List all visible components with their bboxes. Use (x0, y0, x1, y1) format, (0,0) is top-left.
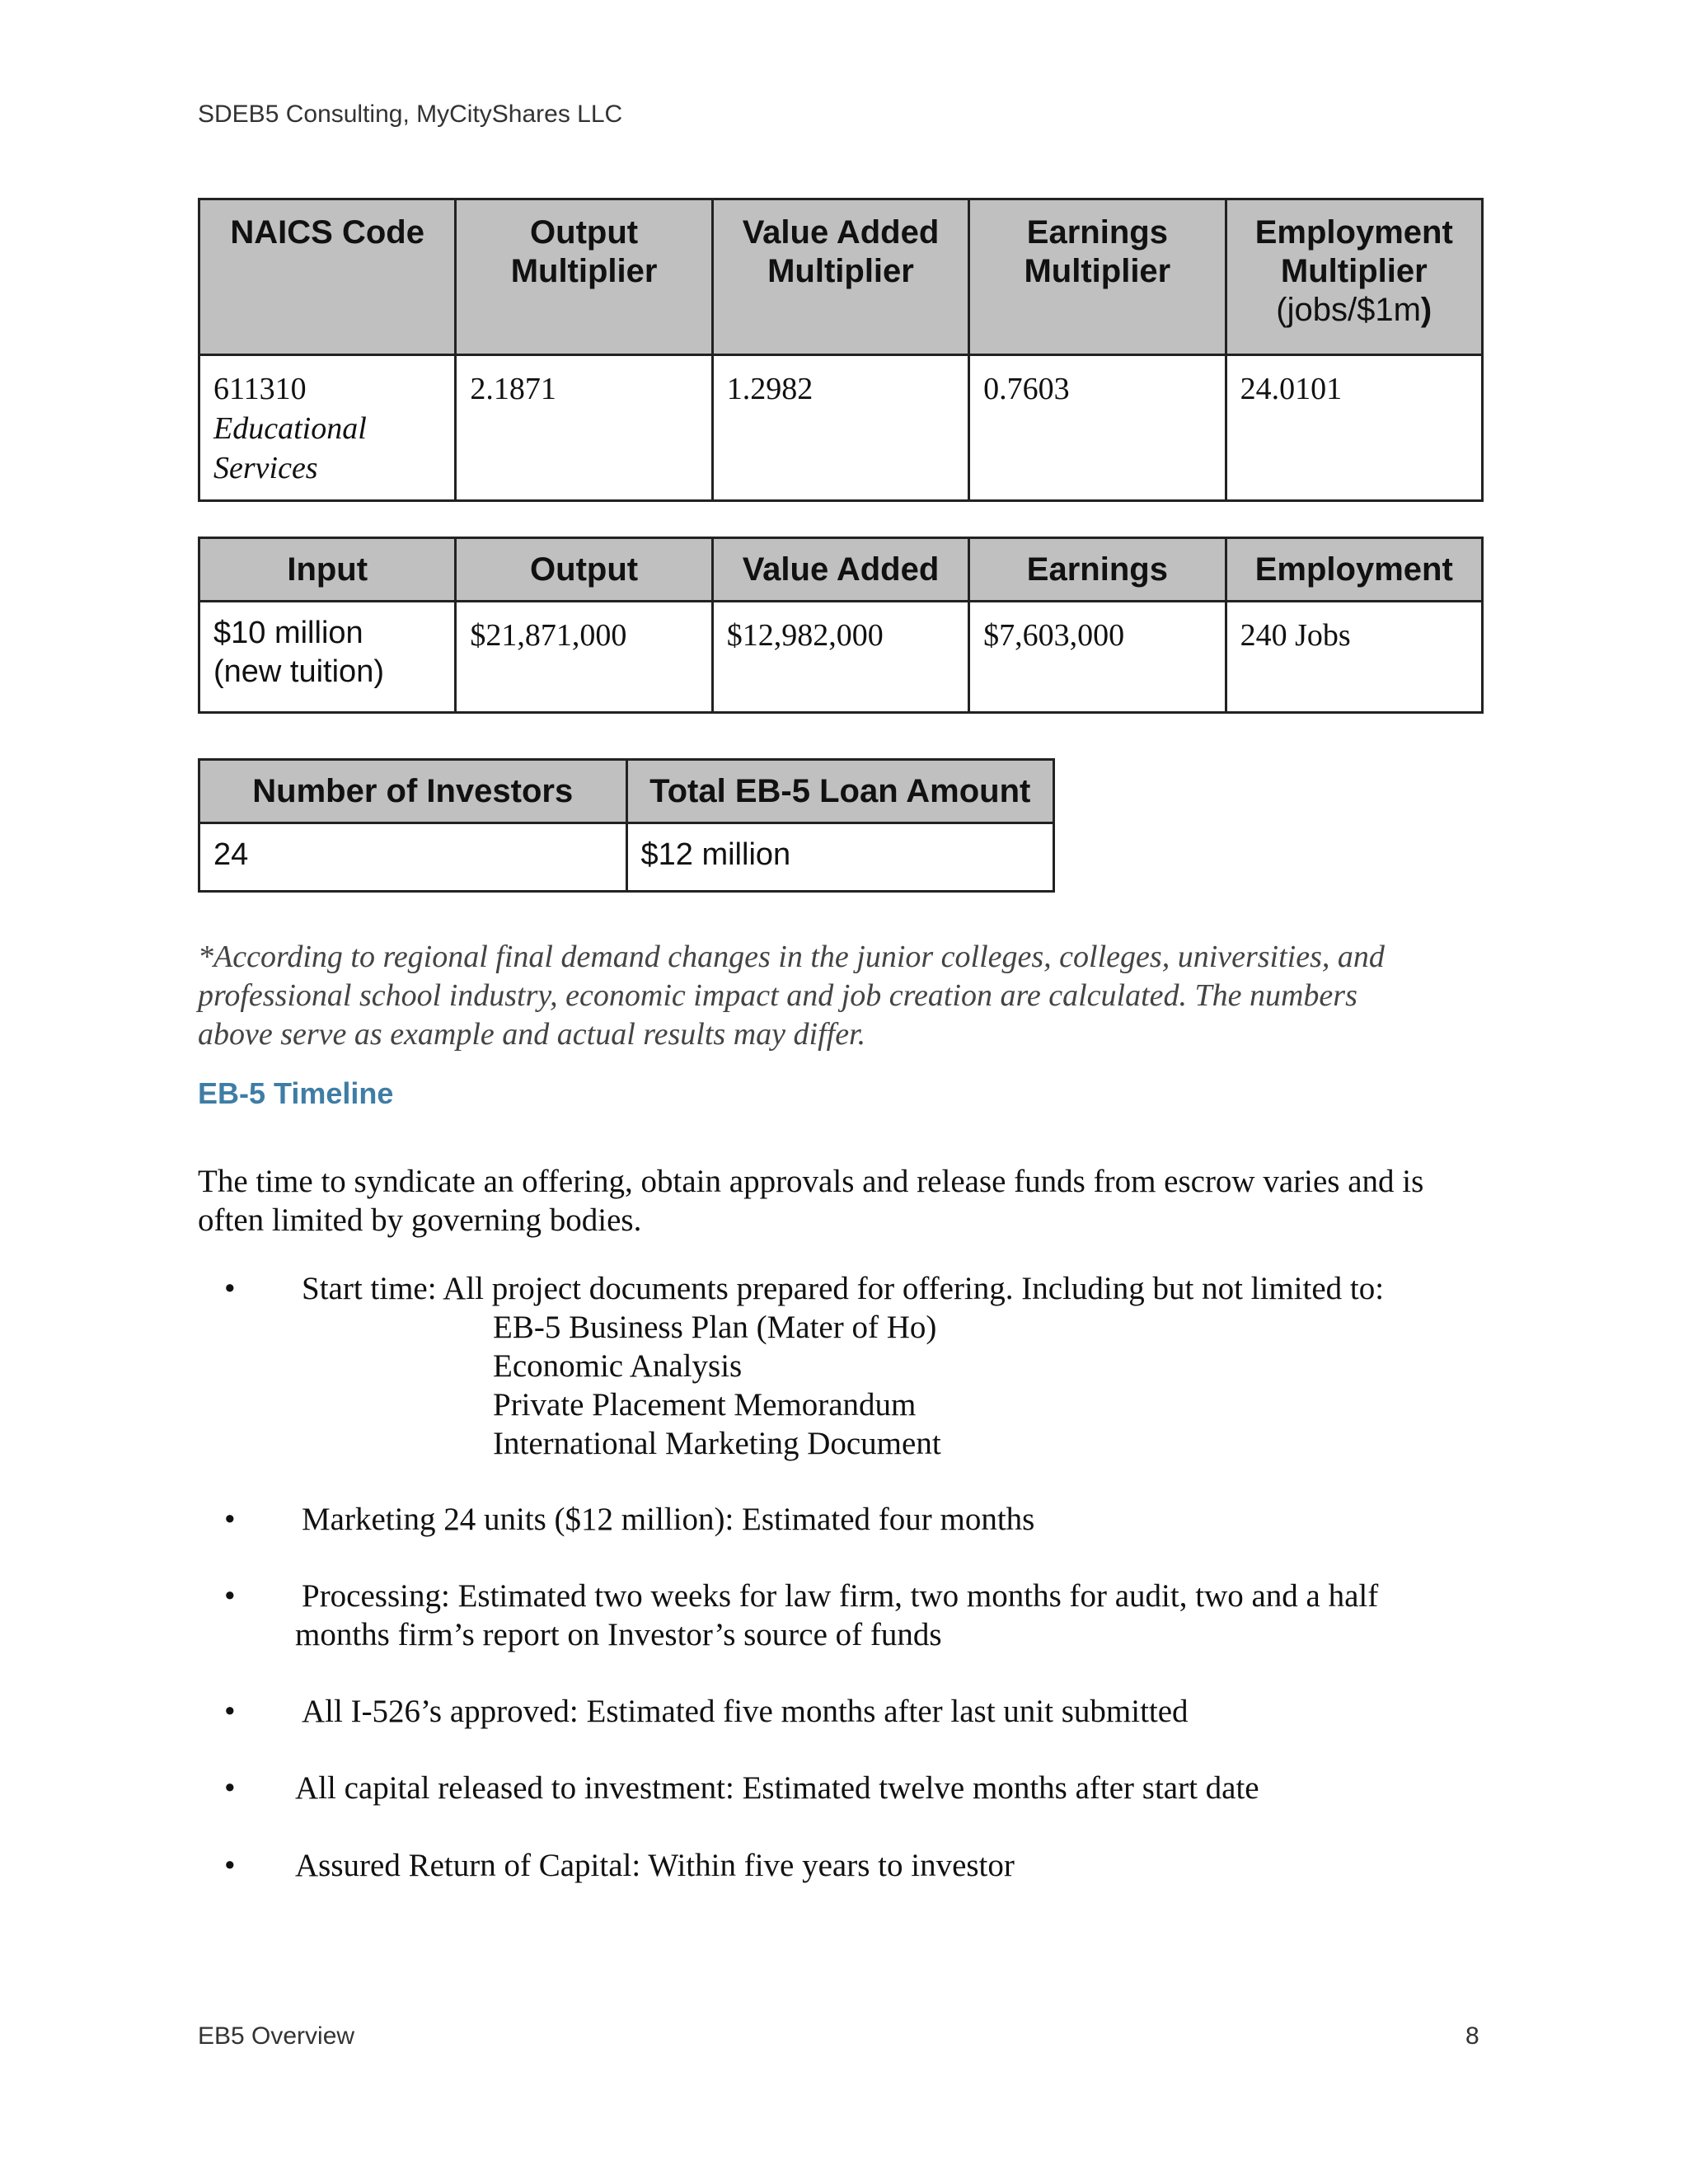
header-earnings: Earnings (969, 538, 1226, 602)
list-item: Private Placement Memorandum (493, 1387, 917, 1422)
list-item: International Marketing Document (493, 1426, 941, 1461)
table-header-row (199, 538, 1483, 602)
header-earnings-multiplier: Earnings Multiplier (969, 199, 1226, 355)
bullet-marketing: Marketing 24 units ($12 million): Estimated four months (302, 1502, 1035, 1537)
bullet-released: All capital released to investment: Estimated twelve months after start date (295, 1770, 1259, 1806)
footnote-line: professional school industry, economic impact and job creation are calculated. The numbers (198, 978, 1357, 1013)
naics-code-cell: 611310 Educational Services (199, 355, 456, 501)
value-added-multiplier-cell: 1.2982 (712, 355, 968, 501)
section-title: EB-5 Timeline (198, 1076, 394, 1110)
loan-amount-cell: $12 million (626, 823, 1054, 892)
bullet-icon: • (224, 1502, 236, 1537)
header-value-added: Value Added (712, 538, 968, 602)
footnote-line: above serve as example and actual results may differ. (198, 1017, 866, 1052)
header-employment-multiplier: Employment Multiplier (jobs/$1m) (1226, 199, 1482, 355)
bullet-icon: • (224, 1848, 236, 1883)
earnings-cell: $7,603,000 (969, 602, 1226, 713)
bullet-icon: • (224, 1578, 236, 1614)
header-naics-code: NAICS Code (199, 199, 456, 355)
header-output: Output (456, 538, 712, 602)
footnote-line: *According to regional final demand changes in the junior colleges, colleges, universities, and (198, 940, 1385, 974)
investors-cell: 24 (199, 823, 627, 892)
input-cell: $10 million (new tuition) (199, 602, 456, 713)
intro-line: The time to syndicate an offering, obtain approvals and release funds from escrow varies and is (198, 1164, 1424, 1199)
impact-table (198, 537, 1484, 714)
bullet-start-time: Start time: All project documents prepared for offering. Including but not limited to: (302, 1271, 1385, 1306)
header-total-loan-amount: Total EB-5 Loan Amount (626, 760, 1054, 823)
list-item: EB-5 Business Plan (Mater of Ho) (493, 1310, 937, 1345)
header-employment: Employment (1226, 538, 1482, 602)
table-row (199, 823, 1054, 892)
multiplier-table (198, 198, 1484, 502)
table-header-row (199, 199, 1483, 355)
footer-title: EB5 Overview (198, 2022, 355, 2050)
bullet-icon: • (224, 1271, 236, 1306)
output-cell: $21,871,000 (456, 602, 712, 713)
bullet-processing: Processing: Estimated two weeks for law firm, two months for audit, two and a half (302, 1578, 1379, 1614)
table-row (199, 602, 1483, 713)
bullet-assured: Assured Return of Capital: Within five years to investor (295, 1848, 1015, 1883)
value-added-cell: $12,982,000 (712, 602, 968, 713)
table-row (199, 355, 1483, 501)
table-header-row (199, 760, 1054, 823)
employment-multiplier-cell: 24.0101 (1226, 355, 1482, 501)
bullet-approved: All I-526’s approved: Estimated five months after last unit submitted (302, 1694, 1189, 1729)
header-output-multiplier: Output Multiplier (456, 199, 712, 355)
intro-line: often limited by governing bodies. (198, 1202, 642, 1238)
list-item: Economic Analysis (493, 1348, 743, 1384)
footnote (198, 938, 1500, 1054)
bullet-icon: • (224, 1770, 236, 1806)
header-number-of-investors: Number of Investors (199, 760, 627, 823)
earnings-multiplier-cell: 0.7603 (969, 355, 1226, 501)
output-multiplier-cell: 2.1871 (456, 355, 712, 501)
page-number: 8 (1465, 2022, 1479, 2050)
investor-table (198, 758, 1055, 893)
bullet-processing-continued: months firm’s report on Investor’s source of funds (295, 1617, 942, 1652)
header-value-added-multiplier: Value Added Multiplier (712, 199, 968, 355)
bullet-icon: • (224, 1694, 236, 1729)
employment-cell: 240 Jobs (1226, 602, 1482, 713)
intro-paragraph (198, 1162, 1500, 1240)
document-header: SDEB5 Consulting, MyCityShares LLC (198, 101, 623, 128)
header-input: Input (199, 538, 456, 602)
